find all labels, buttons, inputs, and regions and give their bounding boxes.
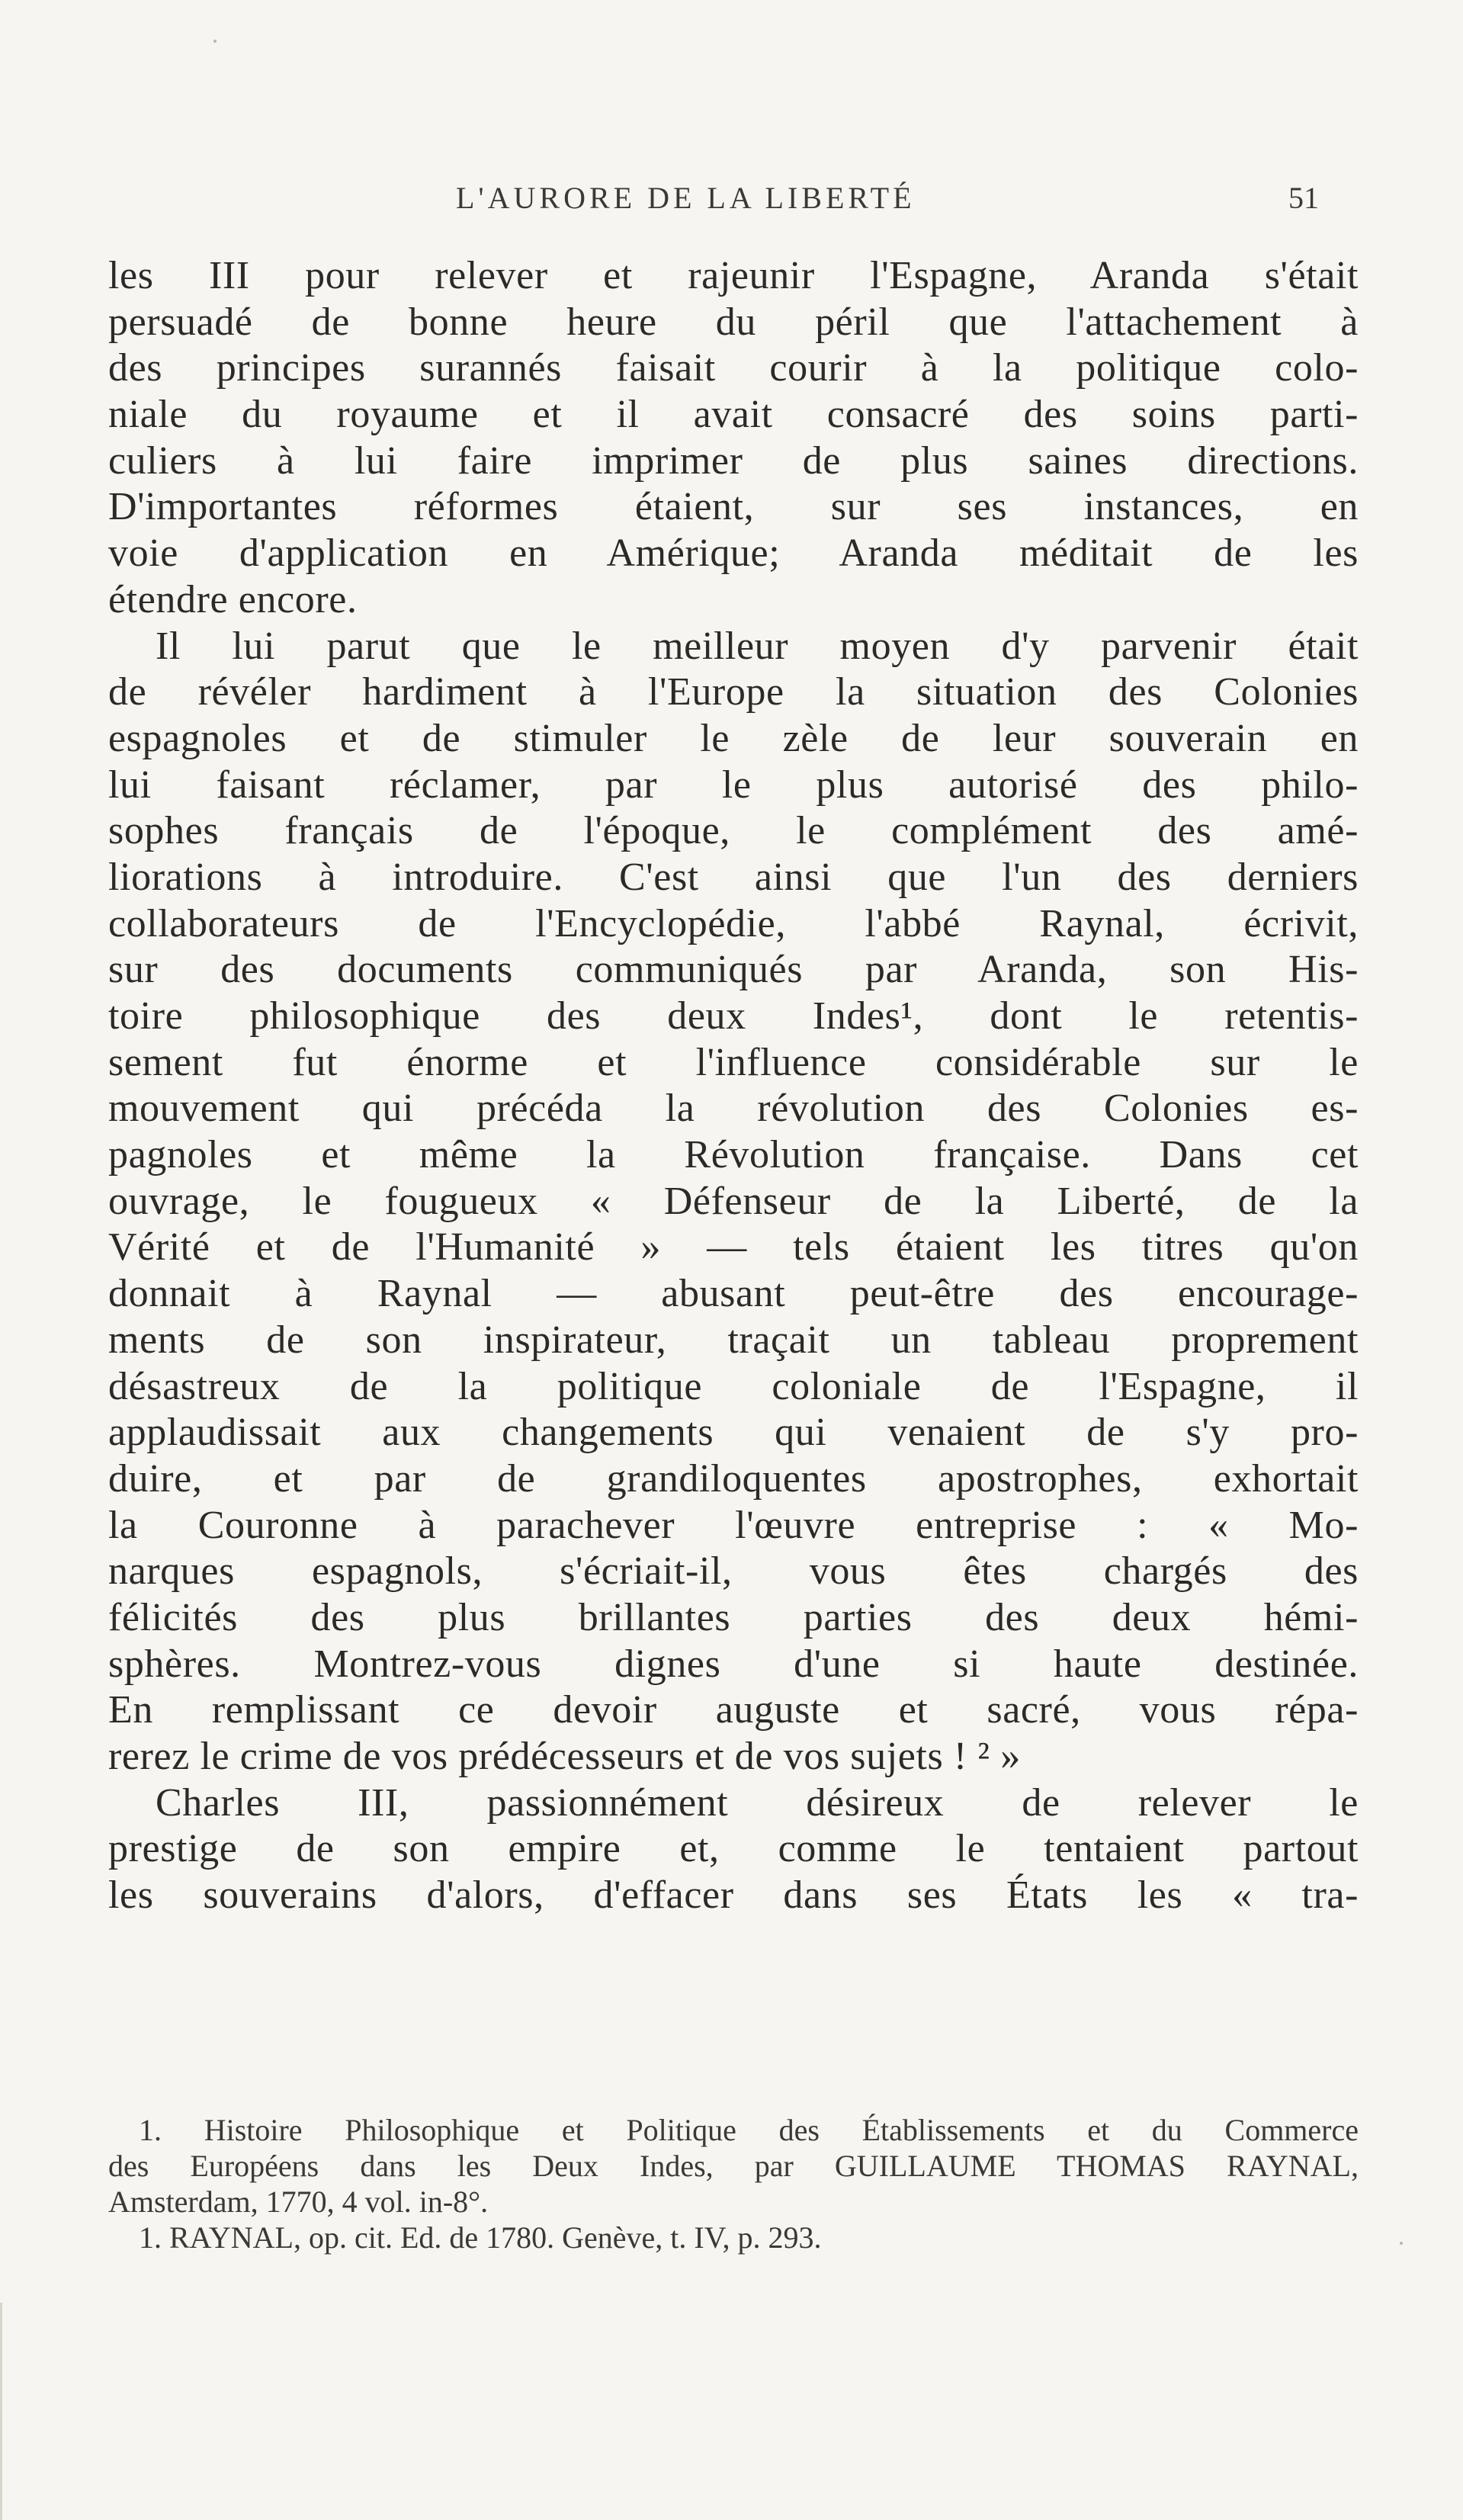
- text-line: pagnoles et même la Révolution française. Dans cet: [108, 1133, 1359, 1177]
- text-line: Charles III, passionnément désireux de relever le: [156, 1780, 1359, 1825]
- footnote-line: 1. Histoire Philosophique et Politique des Établissements et du Commerce: [139, 2113, 1359, 2147]
- text-line: liorations à introduire. C'est ainsi que l'un des derniers: [108, 855, 1359, 899]
- text-line: applaudissait aux changements qui venaient de s'y pro-: [108, 1411, 1359, 1455]
- text-line: de révéler hardiment à l'Europe la situation des Colonies: [108, 670, 1359, 714]
- text-line: donnait à Raynal — abusant peut-être des encourage-: [108, 1272, 1359, 1316]
- text-line: narques espagnols, s'écriait-il, vous êtes chargés des: [108, 1549, 1359, 1594]
- text-line: voie d'application en Amérique; Aranda méditait de les: [108, 531, 1359, 576]
- page-number: 51: [1288, 181, 1319, 215]
- scan-speck: [213, 40, 217, 43]
- footnotes: [108, 2112, 1359, 2255]
- text-line: des principes surannés faisait courir à la politique colo-: [108, 346, 1359, 390]
- running-title: L'AURORE DE LA LIBERTÉ: [456, 181, 916, 215]
- text-line: niale du royaume et il avait consacré des soins parti-: [108, 393, 1359, 437]
- page-header: [0, 180, 1463, 226]
- scan-speck: [1400, 2242, 1403, 2245]
- text-line: sphères. Montrez-vous dignes d'une si haute destinée.: [108, 1642, 1359, 1686]
- text-line: collaborateurs de l'Encyclopédie, l'abbé Raynal, écrivit,: [108, 901, 1359, 945]
- text-line: la Couronne à parachever l'œuvre entreprise : « Mo-: [108, 1503, 1359, 1547]
- text-line: ouvrage, le fougueux « Défenseur de la Liberté, de la: [108, 1179, 1359, 1223]
- text-line: sement fut énorme et l'influence considérable sur le: [108, 1040, 1359, 1084]
- text-line: sur des documents communiqués par Aranda, son His-: [108, 948, 1359, 992]
- footnote-line: 1. RAYNAL, op. cit. Ed. de 1780. Genève, t. IV, p. 293.: [139, 2220, 822, 2255]
- footnote-line: des Européens dans les Deux Indes, par GUILLAUME THOMAS RAYNAL,: [108, 2149, 1359, 2183]
- text-line: lui faisant réclamer, par le plus autorisé des philo-: [108, 762, 1359, 807]
- text-line: les souverains d'alors, d'effacer dans ses États les « tra-: [108, 1873, 1359, 1918]
- text-line: félicités des plus brillantes parties des deux hémi-: [108, 1595, 1359, 1639]
- text-line: rerez le crime de vos prédécesseurs et de vos sujets ! ² »: [108, 1735, 1021, 1778]
- text-line: duire, et par de grandiloquentes apostrophes, exhortait: [108, 1456, 1359, 1501]
- text-line: étendre encore.: [108, 577, 358, 621]
- text-line: espagnoles et de stimuler le zèle de leur souverain en: [108, 716, 1359, 760]
- text-line: toire philosophique des deux Indes¹, dont le retentis-: [108, 994, 1359, 1038]
- text-line: ments de son inspirateur, traçait un tableau proprement: [108, 1318, 1359, 1362]
- text-line: Vérité et de l'Humanité » — tels étaient les titres qu'on: [108, 1225, 1359, 1270]
- text-line: culiers à lui faire imprimer de plus saines directions.: [108, 438, 1359, 483]
- text-line: prestige de son empire et, comme le tentaient partout: [108, 1827, 1359, 1871]
- footnote-line: Amsterdam, 1770, 4 vol. in-8°.: [108, 2185, 489, 2219]
- text-line: sophes français de l'époque, le complément des amé-: [108, 809, 1359, 853]
- text-line: désastreux de la politique coloniale de l'Espagne, il: [108, 1364, 1359, 1408]
- text-line: mouvement qui précéda la révolution des Colonies es-: [108, 1087, 1359, 1131]
- text-line: les III pour relever et rajeunir l'Espagne, Aranda s'était: [108, 254, 1359, 297]
- text-line: En remplissant ce devoir auguste et sacré, vous répa-: [108, 1688, 1359, 1732]
- text-line: D'importantes réformes étaient, sur ses instances, en: [108, 485, 1359, 529]
- scan-margin-shadow: [0, 2303, 2, 2520]
- body-text: [108, 253, 1359, 1919]
- text-line: persuadé de bonne heure du péril que l'attachement à: [108, 300, 1359, 344]
- text-line: Il lui parut que le meilleur moyen d'y parvenir était: [156, 624, 1359, 668]
